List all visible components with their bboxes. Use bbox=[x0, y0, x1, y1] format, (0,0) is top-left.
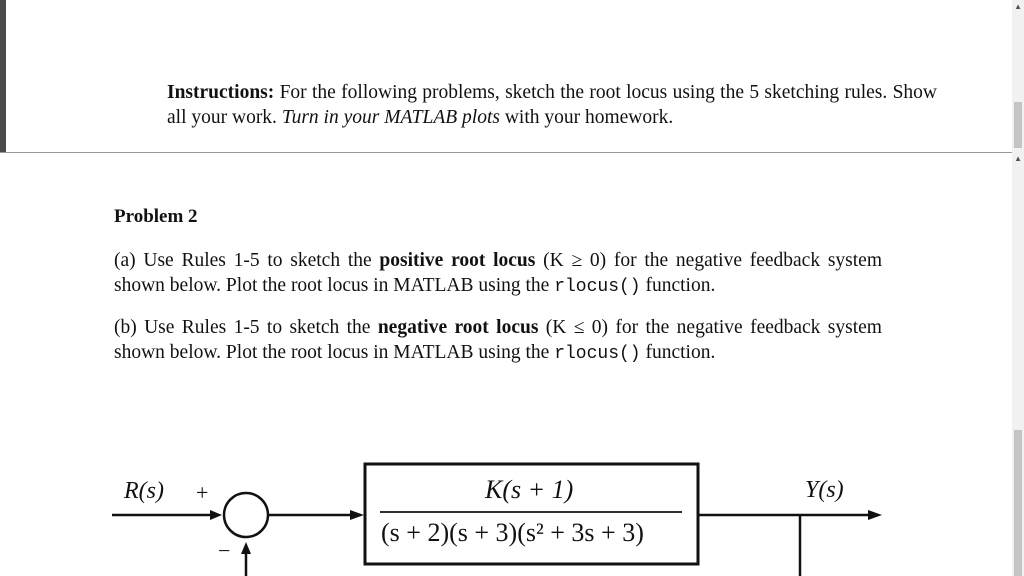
scroll-up-arrow-icon[interactable]: ▲ bbox=[1014, 2, 1022, 11]
plus-sign: + bbox=[196, 480, 209, 505]
page-left-edge bbox=[0, 0, 6, 152]
input-signal-label: R(s) bbox=[124, 478, 164, 504]
minus-sign: − bbox=[218, 538, 231, 563]
instructions-label: Instructions: bbox=[167, 82, 275, 103]
tf-numerator: K(s + 1) bbox=[485, 475, 574, 504]
output-arrowhead bbox=[868, 510, 882, 520]
problem-title: Problem 2 bbox=[114, 206, 198, 227]
part-a-condition: (K ≥ 0) bbox=[535, 250, 607, 271]
part-a-mid: for the negative feedback system shown below. Plot the root locus in MATLAB using the bbox=[114, 250, 883, 296]
part-b-prefix: (b) Use Rules 1-5 to sketch the bbox=[114, 317, 378, 338]
feedback-arrowhead bbox=[241, 542, 251, 554]
input-arrowhead bbox=[210, 510, 222, 520]
forward-arrowhead bbox=[350, 510, 364, 520]
instructions-text-1: For the following problems, sketch the root locus using the 5 sketching rules. Show all your work. bbox=[167, 82, 937, 128]
instructions-paragraph bbox=[167, 80, 937, 130]
tf-denominator: (s + 2)(s + 3)(s² + 3s + 3) bbox=[381, 518, 644, 547]
part-b-mid: for the negative feedback system shown below. Plot the root locus in MATLAB using the bbox=[114, 317, 882, 363]
scrollbar-thumb[interactable] bbox=[1014, 430, 1022, 576]
part-a-paragraph bbox=[114, 248, 882, 300]
part-b-code: rlocus() bbox=[554, 344, 641, 364]
instructions-italic: Turn in your MATLAB plots bbox=[281, 107, 500, 128]
part-b-paragraph bbox=[114, 315, 882, 367]
part-b-suffix: function. bbox=[640, 342, 716, 363]
scroll-up-arrow-icon-lower[interactable]: ▲ bbox=[1014, 154, 1022, 163]
page-divider bbox=[0, 152, 1012, 153]
summing-junction bbox=[224, 493, 268, 537]
part-a-suffix: function. bbox=[640, 275, 716, 296]
part-b-bold: negative root locus bbox=[377, 317, 539, 338]
instructions-text-2: with your homework. bbox=[499, 107, 674, 128]
part-b-condition: (K ≤ 0) bbox=[538, 317, 609, 338]
part-a-code: rlocus() bbox=[554, 277, 641, 297]
output-signal-label: Y(s) bbox=[805, 477, 844, 503]
part-a-bold: positive root locus bbox=[379, 250, 536, 271]
part-a-prefix: (a) Use Rules 1-5 to sketch the bbox=[114, 250, 380, 271]
scrollbar-thumb-top[interactable] bbox=[1014, 102, 1022, 148]
